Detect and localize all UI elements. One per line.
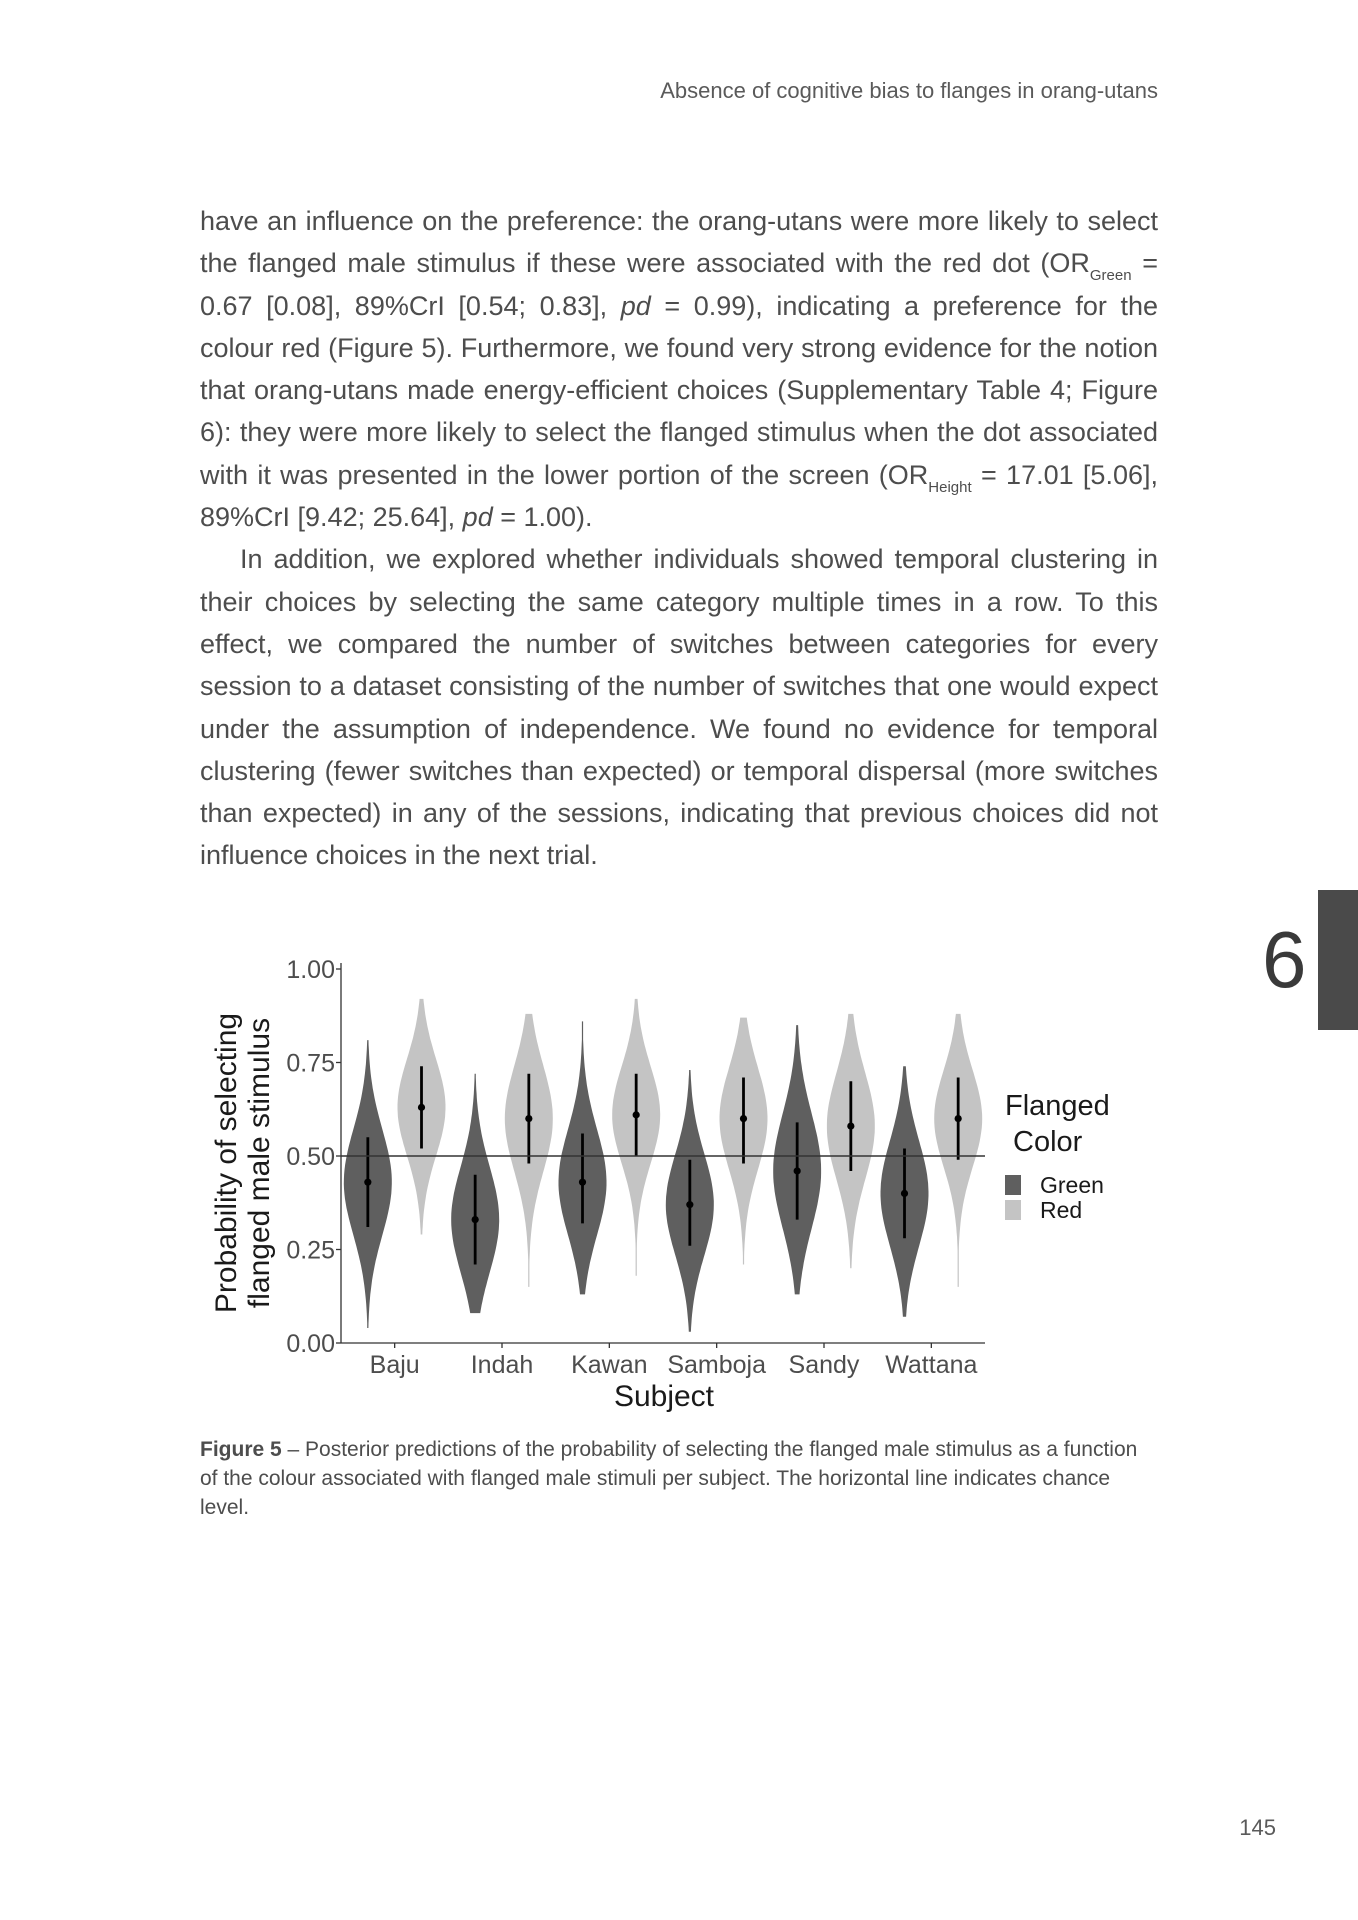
chapter-tab	[1318, 890, 1358, 1030]
x-axis-label: Subject	[613, 1380, 715, 1413]
page-number: 145	[1239, 1815, 1276, 1840]
legend-title-line2: Color	[1013, 1126, 1083, 1158]
chapter-number: 6	[1262, 915, 1307, 1004]
y-tick-label: 0.75	[286, 1049, 335, 1078]
median-point-red-sandy	[847, 1122, 854, 1129]
y-tick-label: 0.25	[286, 1236, 335, 1265]
violin-chart	[200, 950, 1158, 1420]
y-tick-label: 0.50	[286, 1143, 335, 1171]
y-axis-label-line2: flanged male stimulus	[243, 1017, 276, 1309]
legend-swatch-red	[1005, 1200, 1021, 1220]
paragraph-2: In addition, we explored whether individuals showed temporal clustering in their choices by selecting the same category multiple times in a row. To this effect, we compared the number of switches between categories for every session to a dataset consisting of the number of switches that one would expect under the assumption of independence. We found no evidence for temporal clustering (fewer switches than expected) or temporal dispersal (more switches than expected) in any of the sessions, indicating that previous choices did not influence choices in the next trial.	[200, 544, 1158, 871]
x-tick-label: Wattana	[885, 1351, 978, 1379]
median-point-green-indah	[472, 1216, 479, 1223]
median-point-red-samboja	[740, 1115, 747, 1122]
body-text	[200, 200, 1158, 877]
x-tick-label: Baju	[369, 1351, 420, 1379]
legend-swatch-green	[1005, 1175, 1021, 1195]
median-point-red-baju	[418, 1104, 425, 1111]
median-point-red-indah	[525, 1115, 532, 1122]
median-point-red-kawan	[633, 1111, 640, 1118]
y-axis-label-line1: Probability of selecting	[210, 1012, 243, 1314]
median-point-green-samboja	[686, 1201, 693, 1208]
x-tick-label: Kawan	[571, 1351, 648, 1379]
median-point-green-baju	[364, 1179, 371, 1186]
median-point-red-wattana	[955, 1115, 962, 1122]
legend-title-line1: Flanged	[1005, 1090, 1110, 1122]
legend-label-red: Red	[1040, 1197, 1083, 1223]
caption-text: – Posterior predictions of the probability of selecting the flanged male stimulus as a function of the colour associated with flanged male stimuli per subject. The horizontal line indicates chance level.	[200, 1438, 1138, 1519]
median-point-green-wattana	[901, 1190, 908, 1197]
legend-label-green: Green	[1040, 1172, 1104, 1198]
median-point-green-kawan	[579, 1179, 586, 1186]
y-tick-label: 1.00	[286, 956, 335, 984]
figure-5	[200, 950, 1158, 1420]
figure-caption	[200, 1435, 1158, 1522]
median-point-green-sandy	[794, 1167, 801, 1174]
paragraph-1: have an influence on the preference: the orang-utans were more likely to select the flanged male stimulus if these were associated with the red dot ($OR_{Green} = 0.67$ [0.08], 89%CrI [0.54; 0.83], pd = 0.99), indicating a preference for the colour red (Figure 5). Furthermore, we found very strong evidence for the notion that orang-utans made energy-efficient choices (Supplementary Table 4; Figure 6): they were more likely to select the flanged stimulus when the dot associated with it was presented in the lower portion of the screen ($OR_{Height} = 17.01$ [5.06], 89%CrI [9.42; 25.64], pd = 1.00).	[200, 206, 1158, 533]
y-tick-label: 0.00	[286, 1330, 335, 1358]
x-tick-label: Sandy	[788, 1351, 860, 1379]
x-tick-label: Samboja	[667, 1351, 767, 1379]
caption-label: Figure 5	[200, 1438, 282, 1461]
x-tick-label: Indah	[470, 1351, 534, 1379]
running-head: Absence of cognitive bias to flanges in orang-utans	[660, 78, 1158, 103]
